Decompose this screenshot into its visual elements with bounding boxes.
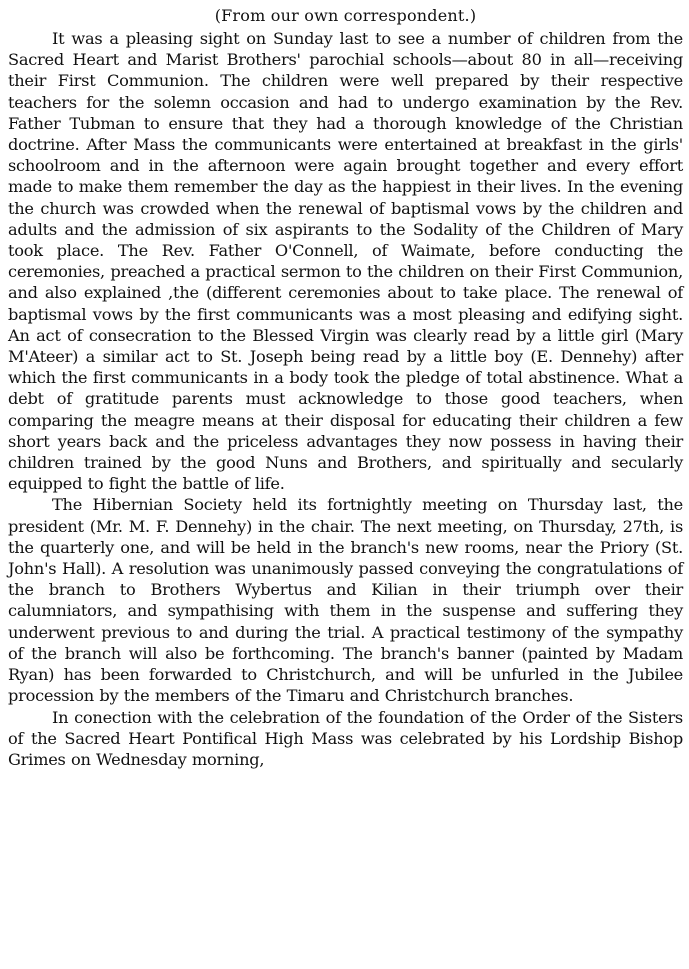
paragraph-first-communion: It was a pleasing sight on Sunday last to see a number of children from the Sacred Heart and Marist Brothers' parochial schools—about 80 in all—receiving their First Communion. The children were well prepared by their respective teachers for the solemn occasion and had to undergo examination by the Rev. Father Tubman to ensure that they had a thorough knowledge of the Christian doctrine. After Mass the communicants were entertained at breakfast in the girls' schoolroom and in the afternoon were again brought together and every effort made to make them remember the day as the happiest in their lives. In the evening the church was crowded when the renewal of baptismal vows by the children and adults and the admission of six aspirants to the Sodality of the Children of Mary took place. The Rev. Father O'Connell, of Waimate, before conducting the ceremonies, preached a practical sermon to the children on their First Communion, and also explained ,the (different ceremonies about to take place. The renewal of baptismal vows by the first communicants was a most pleasing and edifying sight. An act of consecration to the Blessed Virgin was clearly read by a little girl (Mary M'Ateer) a similar act to St. Joseph being read by a little boy (E. Dennehy) after which the first communicants in a body took the pledge of total abstinence. What a debt of gratitude parents must acknowledge to those good teachers, when comparing the meagre means at their disposal for educating their children a few short years back and the priceless advantages they now possess in having their children trained by the good Nuns and Brothers, and spiritually and secularly equipped to fight the battle of life. [8,29,683,494]
paragraph-hibernian-society: The Hibernian Society held its fortnightly meeting on Thursday last, the president (Mr. M. F. Dennehy) in the chair. The next meeting, on Thursday, 27th, is the quarterly one, and will be held in the branch's new rooms, near the Priory (St. John's Hall). A resolution was unanimously passed conveying the congratulations of the branch to Brothers Wybertus and Kilian in their triumph over their calumniators, and sympathising with them in the suspense and suffering they underwent previous to and during the trial. A practical testimony of the sympathy of the branch will also be forthcoming. The branch's banner (painted by Madam Ryan) has been forwarded to Christchurch, and will be unfurled in the Jubilee procession by the members of the Timaru and Christchurch branches. [8,495,683,706]
byline: (From our own correspondent.) [214,6,477,25]
paragraph-sacred-heart-celebration: In conection with the celebration of the foundation of the Order of the Sisters of the Sacred Heart Pontifical High Mass was celebrated by his Lordship Bishop Grimes on Wednesday morning, [8,707,683,769]
